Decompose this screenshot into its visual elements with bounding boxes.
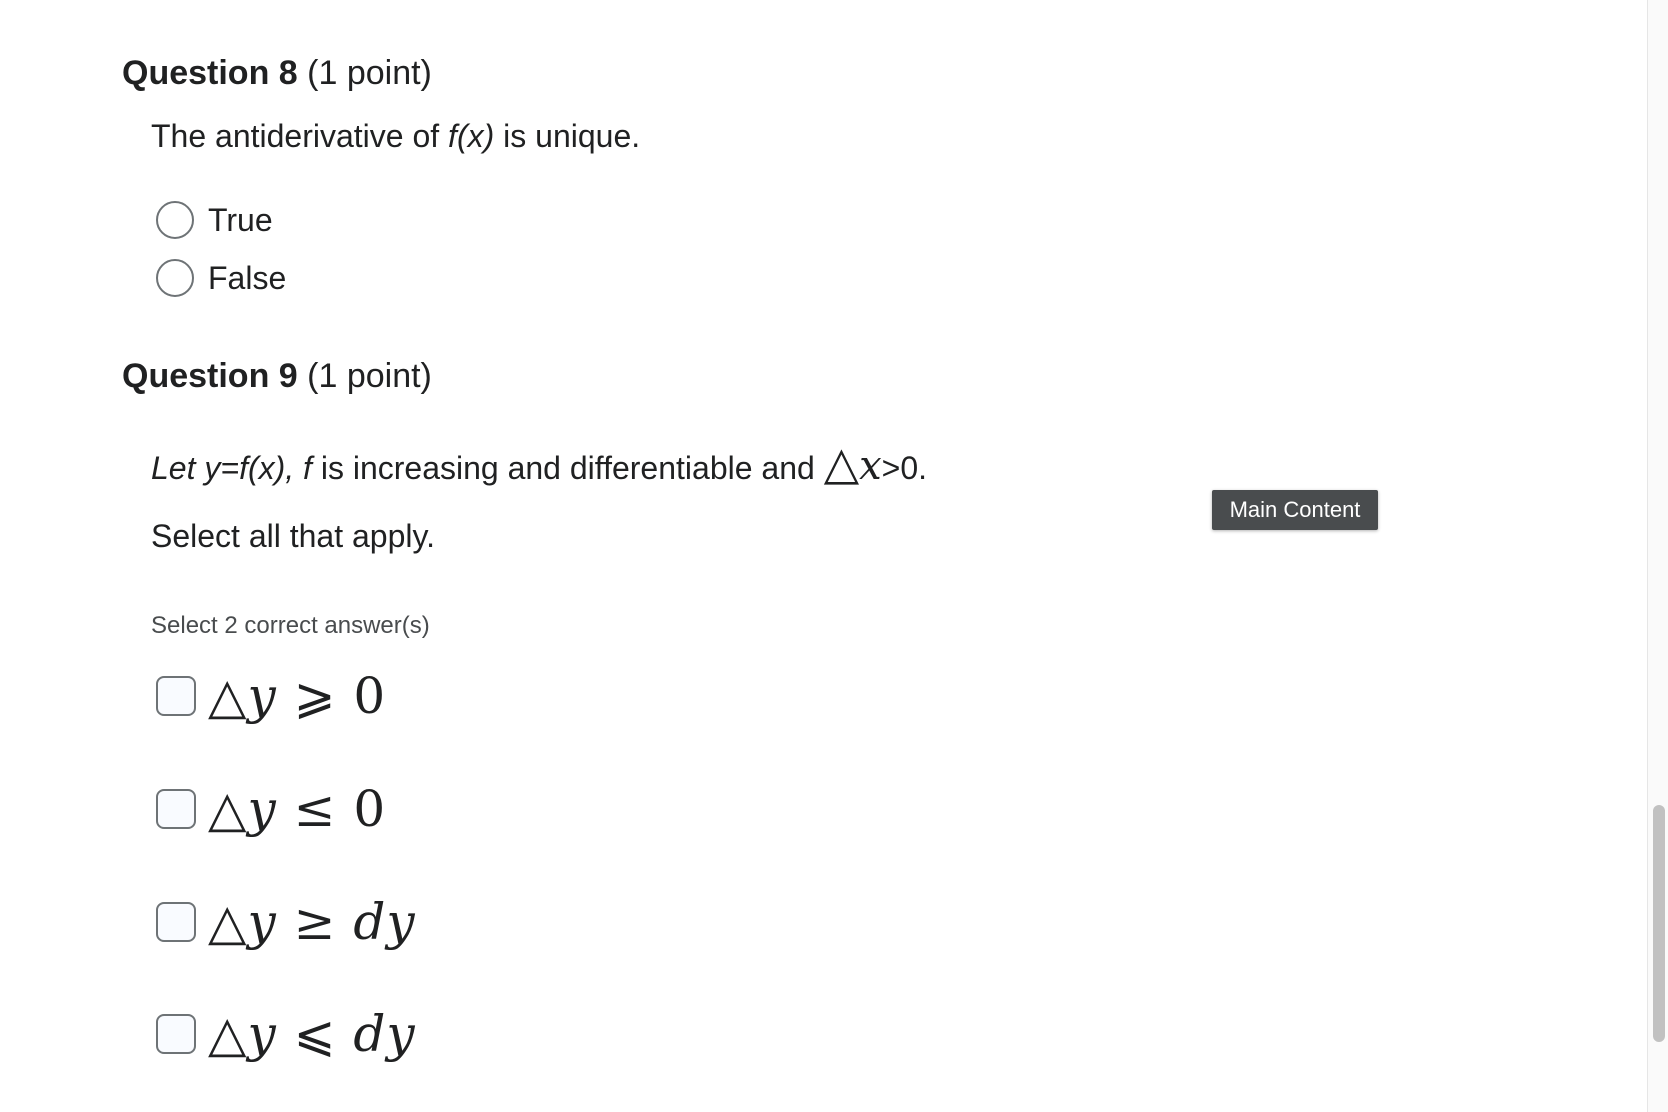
delta-symbol: △ (823, 436, 860, 490)
prompt-text: is unique. (494, 118, 641, 154)
option-4[interactable] (156, 1004, 416, 1064)
variable: y (247, 667, 277, 725)
prompt-f: f (303, 450, 312, 486)
option-false[interactable] (156, 256, 286, 300)
radio-true[interactable] (156, 201, 194, 239)
option-3-expression (208, 893, 416, 951)
option-2[interactable] (156, 779, 386, 839)
option-3[interactable] (156, 892, 416, 952)
scrollbar-thumb[interactable] (1653, 805, 1665, 1042)
checkbox-3[interactable] (156, 902, 196, 942)
prompt-text: The antiderivative of (151, 118, 449, 154)
question-8-title: Question 8 (122, 54, 298, 92)
rhs: 0 (353, 667, 387, 725)
main-content-tooltip: Main Content (1212, 490, 1378, 530)
variable: y (247, 1005, 277, 1063)
checkbox-1[interactable] (156, 676, 196, 716)
relation: ⩾ (276, 667, 354, 725)
prompt-text: >0. (881, 450, 928, 486)
question-9-points: (1 point) (307, 357, 432, 395)
prompt-x: 𝑥 (859, 443, 882, 489)
prompt-text: is increasing and differentiable and (311, 450, 824, 486)
relation: ≥ (276, 893, 354, 951)
question-9-instruction: Select all that apply. (151, 518, 436, 554)
prompt-function: f(x) (448, 118, 495, 154)
checkbox-4[interactable] (156, 1014, 196, 1054)
option-4-expression (208, 1005, 416, 1063)
question-8-prompt (151, 118, 640, 155)
option-1[interactable] (156, 666, 386, 726)
option-true-label: True (208, 201, 273, 238)
option-1-expression (208, 667, 386, 725)
checkbox-2[interactable] (156, 789, 196, 829)
variable: y (247, 780, 277, 838)
delta-symbol: △ (208, 667, 248, 725)
question-9-heading (122, 357, 432, 396)
delta-symbol: △ (208, 1005, 248, 1063)
relation: ≤ (276, 780, 354, 838)
option-false-label: False (208, 259, 287, 296)
scrollbar-track[interactable] (1647, 0, 1668, 1112)
question-8-points: (1 point) (307, 54, 432, 92)
question-9-prompt (151, 436, 927, 490)
delta-symbol: △ (208, 893, 248, 951)
radio-false[interactable] (156, 259, 194, 297)
question-9-title: Question 9 (122, 357, 298, 395)
relation: ⩽ (276, 1005, 354, 1063)
rhs: 0 (353, 780, 387, 838)
prompt-let: Let y=f(x), (151, 450, 304, 486)
delta-symbol: △ (208, 780, 248, 838)
rhs: dy (353, 893, 416, 951)
question-8-heading (122, 54, 432, 93)
rhs: dy (353, 1005, 416, 1063)
variable: y (247, 893, 277, 951)
option-2-expression (208, 780, 386, 838)
answer-count-hint: Select 2 correct answer(s) (151, 612, 430, 639)
option-true[interactable] (156, 198, 273, 242)
